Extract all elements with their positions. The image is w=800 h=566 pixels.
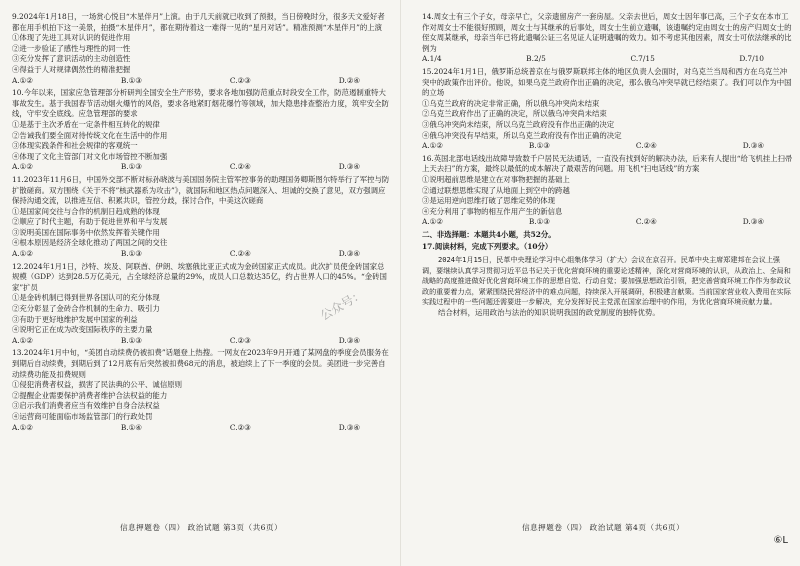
question-stem: 9.2024年1月18日，一场赏心悦目“木星伴月”上演。由于几天前就已收到了预报，当日傍晚时分，很多天文爱好者都在用手机拍下这一美景，拍摄“木星伴月”，都在期待着这一难得一见的“星月对话”。精准预测“木星伴月”的上演 <box>12 12 385 32</box>
footer-page-4: 信息押题卷（四） 政治试题 第4页（共6页） <box>522 523 685 532</box>
answer-option[interactable]: D.③④ <box>338 422 360 432</box>
question <box>422 67 794 152</box>
answer-option[interactable]: D.③④ <box>742 141 764 151</box>
statement-item: ③说明美国在国际事务中依然发挥着关键作用 <box>12 227 160 237</box>
question-stem: 13.2024年1月中旬，“美团自动续费仍被扣费”话题登上热搜。一网友在2023年9月开通了某网盘的季度会员服务在到期后自动续费，到期后到了12月底有后突然被扣费68元的消息，被迫续上了下一季度的会员。美团进一步完善自动续费功能及扣费规则 <box>12 348 389 379</box>
question-stem: 15.2024年1月1日，俄罗斯总统普京在与俄罗斯联邦主体的地区负责人会面时，对乌克兰当局和西方在乌克兰冲突中的政策作出评价。他说，如果乌克兰政府作出正确的决定，那么俄乌冲突早就已经结束了。我们可以作为中国的立场 <box>422 66 792 98</box>
answer-options <box>422 54 794 65</box>
answer-option[interactable]: C.②③ <box>229 422 251 432</box>
corner-mark: ⑥L <box>773 535 788 546</box>
answer-option[interactable]: D.②④ <box>338 75 360 85</box>
answer-option[interactable]: B.①③ <box>120 249 142 259</box>
page-fold <box>400 0 401 566</box>
statement-item: ③有助于更好地维护发展中国家的利益 <box>12 314 138 324</box>
essay-material: 2024年1月15日，民革中央理论学习中心组集体学习（扩大）会议在京召开。民革中央主席郑建邦在会议上强调，要继续认真学习贯彻习近平总书记关于优化营商环境的重要论述精神，深化对营商环境的认识，从政治上、全局和战略的高度推进做好优化营商环境工作的思想自觉、行动自觉；要加强思想政治引领，把完善营商环境工作作为参政议政的重要着力点，紧紧围绕民营经济中的难点问题，持续深入开展调研，积极建言献策。当前国家营业收入费用在实际实践过程中的一些问题还需要进一步解决，充分发挥好民主党派在国家治理中的作用，为优化营商环境贡献力量。 <box>422 255 791 307</box>
question <box>422 242 794 253</box>
answer-option[interactable]: B.①③ <box>528 141 550 151</box>
statement-item: ④根本原因是经济全球化推动了两国之间的交往 <box>12 238 168 248</box>
left-column <box>12 12 390 435</box>
statement-item: ④充分利用了事物的相互作用产生的新信息 <box>422 206 563 216</box>
right-column <box>422 12 794 319</box>
question <box>12 12 390 86</box>
answer-options <box>12 423 390 434</box>
answer-option[interactable]: B.①③ <box>528 217 550 227</box>
question-stem: 14.周女士有三个子女，母亲早亡，父亲遗留房产一套房屋。父亲去世后，周女士因年事已高，三个子女在本市工作对周女士不能很好照顾，周女士与其继承的后事处，周女士生前立遗嘱，该遗嘱约定由周女士的房产归周女士的侄女周某继承，母亲当年已将此遗嘱公证三名见证人证明遗嘱的效力。如不考虑其他因素，周女士可依法继承的比例为 <box>422 12 792 53</box>
answer-option[interactable]: C.②④ <box>229 162 251 172</box>
answer-options <box>12 249 390 260</box>
answer-option[interactable]: C.②④ <box>635 141 657 151</box>
answer-option[interactable]: A.1/4 <box>422 54 442 64</box>
statement-item: ①是基于主次矛盾在一定条件相互转化的规律 <box>12 119 160 129</box>
answer-options <box>12 336 390 347</box>
statement-item: ②进一步验证了感性与理性的同一性 <box>12 43 131 53</box>
answer-option[interactable]: C.②④ <box>229 249 251 259</box>
question <box>12 175 390 260</box>
answer-option[interactable]: B.①④ <box>120 422 142 432</box>
statement-item: ①乌克兰政府的决定非常正确，所以俄乌冲突尚未结束 <box>422 98 600 108</box>
question-stem: 16.英国北部电话线出故障导致数千户居民无法通话，一直没有找到好的解决办法，后来有人提出“给飞机挂上扫帚上天去扫”的方案，最终以最低的成本解决了最艰苦的问题。用飞机“扫电话线”的方案 <box>422 153 793 174</box>
question <box>422 12 794 65</box>
statement-item: ③俄乌冲突尚未结束，所以乌克兰政府没有作出正确的决定 <box>422 119 615 129</box>
statement-item: ④体现了文化主管部门对文化市场管控不断加强 <box>12 151 168 161</box>
statement-item: ②顺应了时代主题，有助于促进世界和平与发展 <box>12 217 168 227</box>
answer-option[interactable]: D.③④ <box>338 162 360 172</box>
answer-option[interactable]: C.②③ <box>229 335 251 345</box>
answer-option[interactable]: D.③④ <box>338 249 360 259</box>
answer-option[interactable]: C.7/15 <box>630 54 655 64</box>
statement-item: ①体现了先进工具对认识的促进作用 <box>12 33 131 43</box>
answer-option[interactable]: C.②④ <box>635 217 657 227</box>
answer-options <box>12 162 390 173</box>
answer-options <box>422 141 794 152</box>
answer-options <box>12 76 390 87</box>
statement-item: ④运营商可能面临市场监管部门的行政处罚 <box>12 411 153 421</box>
statement-item: ③充分发挥了意识活动的主动创造性 <box>12 54 131 64</box>
statement-item: ①是国家间交往与合作的机制日趋成熟的体现 <box>12 206 160 216</box>
answer-options <box>422 217 794 228</box>
question-stem: 10.今年以来，国家应急管理部分析研判全国安全生产形势，要求各地加强防范重点时段安全工作，防范遏制重特大事故发生。基于我国春节活动烟火爆竹的风俗，要求各地紧盯烟花爆竹等领域，加大隐患排查整治力度，筑牢安全防线，守牢安全底线。应急管理部的要求 <box>12 88 389 119</box>
statement-item: ④得益于人对规律偶然性的精准把握 <box>12 64 131 74</box>
question <box>422 154 794 228</box>
answer-option[interactable]: C.②③ <box>229 75 251 85</box>
statement-item: ②告诫我们要全面对待传统文化在生活中的作用 <box>12 130 168 140</box>
question-stem: 17.阅读材料，完成下列要求。（10分） <box>422 242 553 252</box>
answer-option[interactable]: B.①③ <box>120 162 142 172</box>
statement-item: ③是运用逆向思维打破了思维定势的体现 <box>422 196 556 206</box>
answer-option[interactable]: A.①② <box>12 335 33 345</box>
statement-item: ④俄乌冲突没有早结束，所以乌克兰政府没有作出正确的决定 <box>422 130 622 140</box>
question <box>12 348 390 433</box>
question-stem: 12.2024年1月1日，沙特、埃及、阿联酋、伊朗、埃塞俄比亚正式成为金砖国家正式成员。此次扩员使金砖国家总规模（GDP）达到28.5万亿美元，占全球经济总量的29%，成员人口总数达35亿，约占世界人口的45%。“金砖国家”扩员 <box>12 261 387 292</box>
answer-option[interactable]: A.①② <box>12 75 33 85</box>
statement-item: ②充分彰显了金砖合作机制的生命力、吸引力 <box>12 304 160 314</box>
statement-item: ②提醒企业需要保护消费者维护合法权益的能力 <box>12 390 168 400</box>
footer-page-3: 信息押题卷（四） 政治试题 第3页（共6页） <box>120 523 283 532</box>
statement-item: ①是金砖机制已得到世界各国认可的充分体现 <box>12 293 160 303</box>
answer-option[interactable]: B.①③ <box>120 75 142 85</box>
answer-option[interactable]: A.①② <box>12 249 33 259</box>
answer-option[interactable]: A.①② <box>422 217 443 227</box>
answer-option[interactable]: A.①② <box>12 422 33 432</box>
question-stem: 二、非选择题：本题共4小题，共52分。 <box>422 229 556 239</box>
statement-item: ①说明超前思维是建立在对事物把握的基础上 <box>422 174 570 184</box>
question <box>12 88 390 173</box>
answer-option[interactable]: B.2/5 <box>526 54 546 64</box>
question-stem: 11.2023年11月6日，中国外交部不断对标孙晓波与美国国务院主管军控事务的助理国务卿斯图尔特举行了军控与防扩散磋商。双方围绕《关于不将”核武器系为攻击”》，就国际和地区热点问题深入、坦诚的交换了意见，双方强调应保持沟通交流，以推进互信、积累共识，管控分歧，探讨合作，中美这次磋商 <box>12 174 390 206</box>
statement-item: ②乌克兰政府作出了正确的决定，所以俄乌冲突尚未结束 <box>422 109 607 119</box>
answer-option[interactable]: D.7/10 <box>739 54 764 64</box>
answer-option[interactable]: A.①② <box>12 162 33 172</box>
question <box>422 230 794 241</box>
statement-item: ②通过联想思维实现了从地面上到空中的跨越 <box>422 185 570 195</box>
statement-item: ③启示我们消费者应当有效维护自身合法权益 <box>12 401 160 411</box>
answer-option[interactable]: A.①② <box>422 141 443 151</box>
answer-option[interactable]: D.③④ <box>338 335 360 345</box>
statement-item: ④说明它正在成为改变国际秩序的主要力量 <box>12 325 153 335</box>
answer-option[interactable]: D.③④ <box>742 217 764 227</box>
essay-task: 结合材料，运用政治与法治的知识说明我国的政党制度的独特优势。 <box>438 308 660 318</box>
watermark: 公众号： <box>317 286 367 323</box>
answer-option[interactable]: B.①③ <box>120 335 142 345</box>
statement-item: ③体现实践条件和社会规律的客观统一 <box>12 141 138 151</box>
statement-item: ①侵犯消费者权益，损害了民法典的公平、诚信原则 <box>12 380 182 390</box>
